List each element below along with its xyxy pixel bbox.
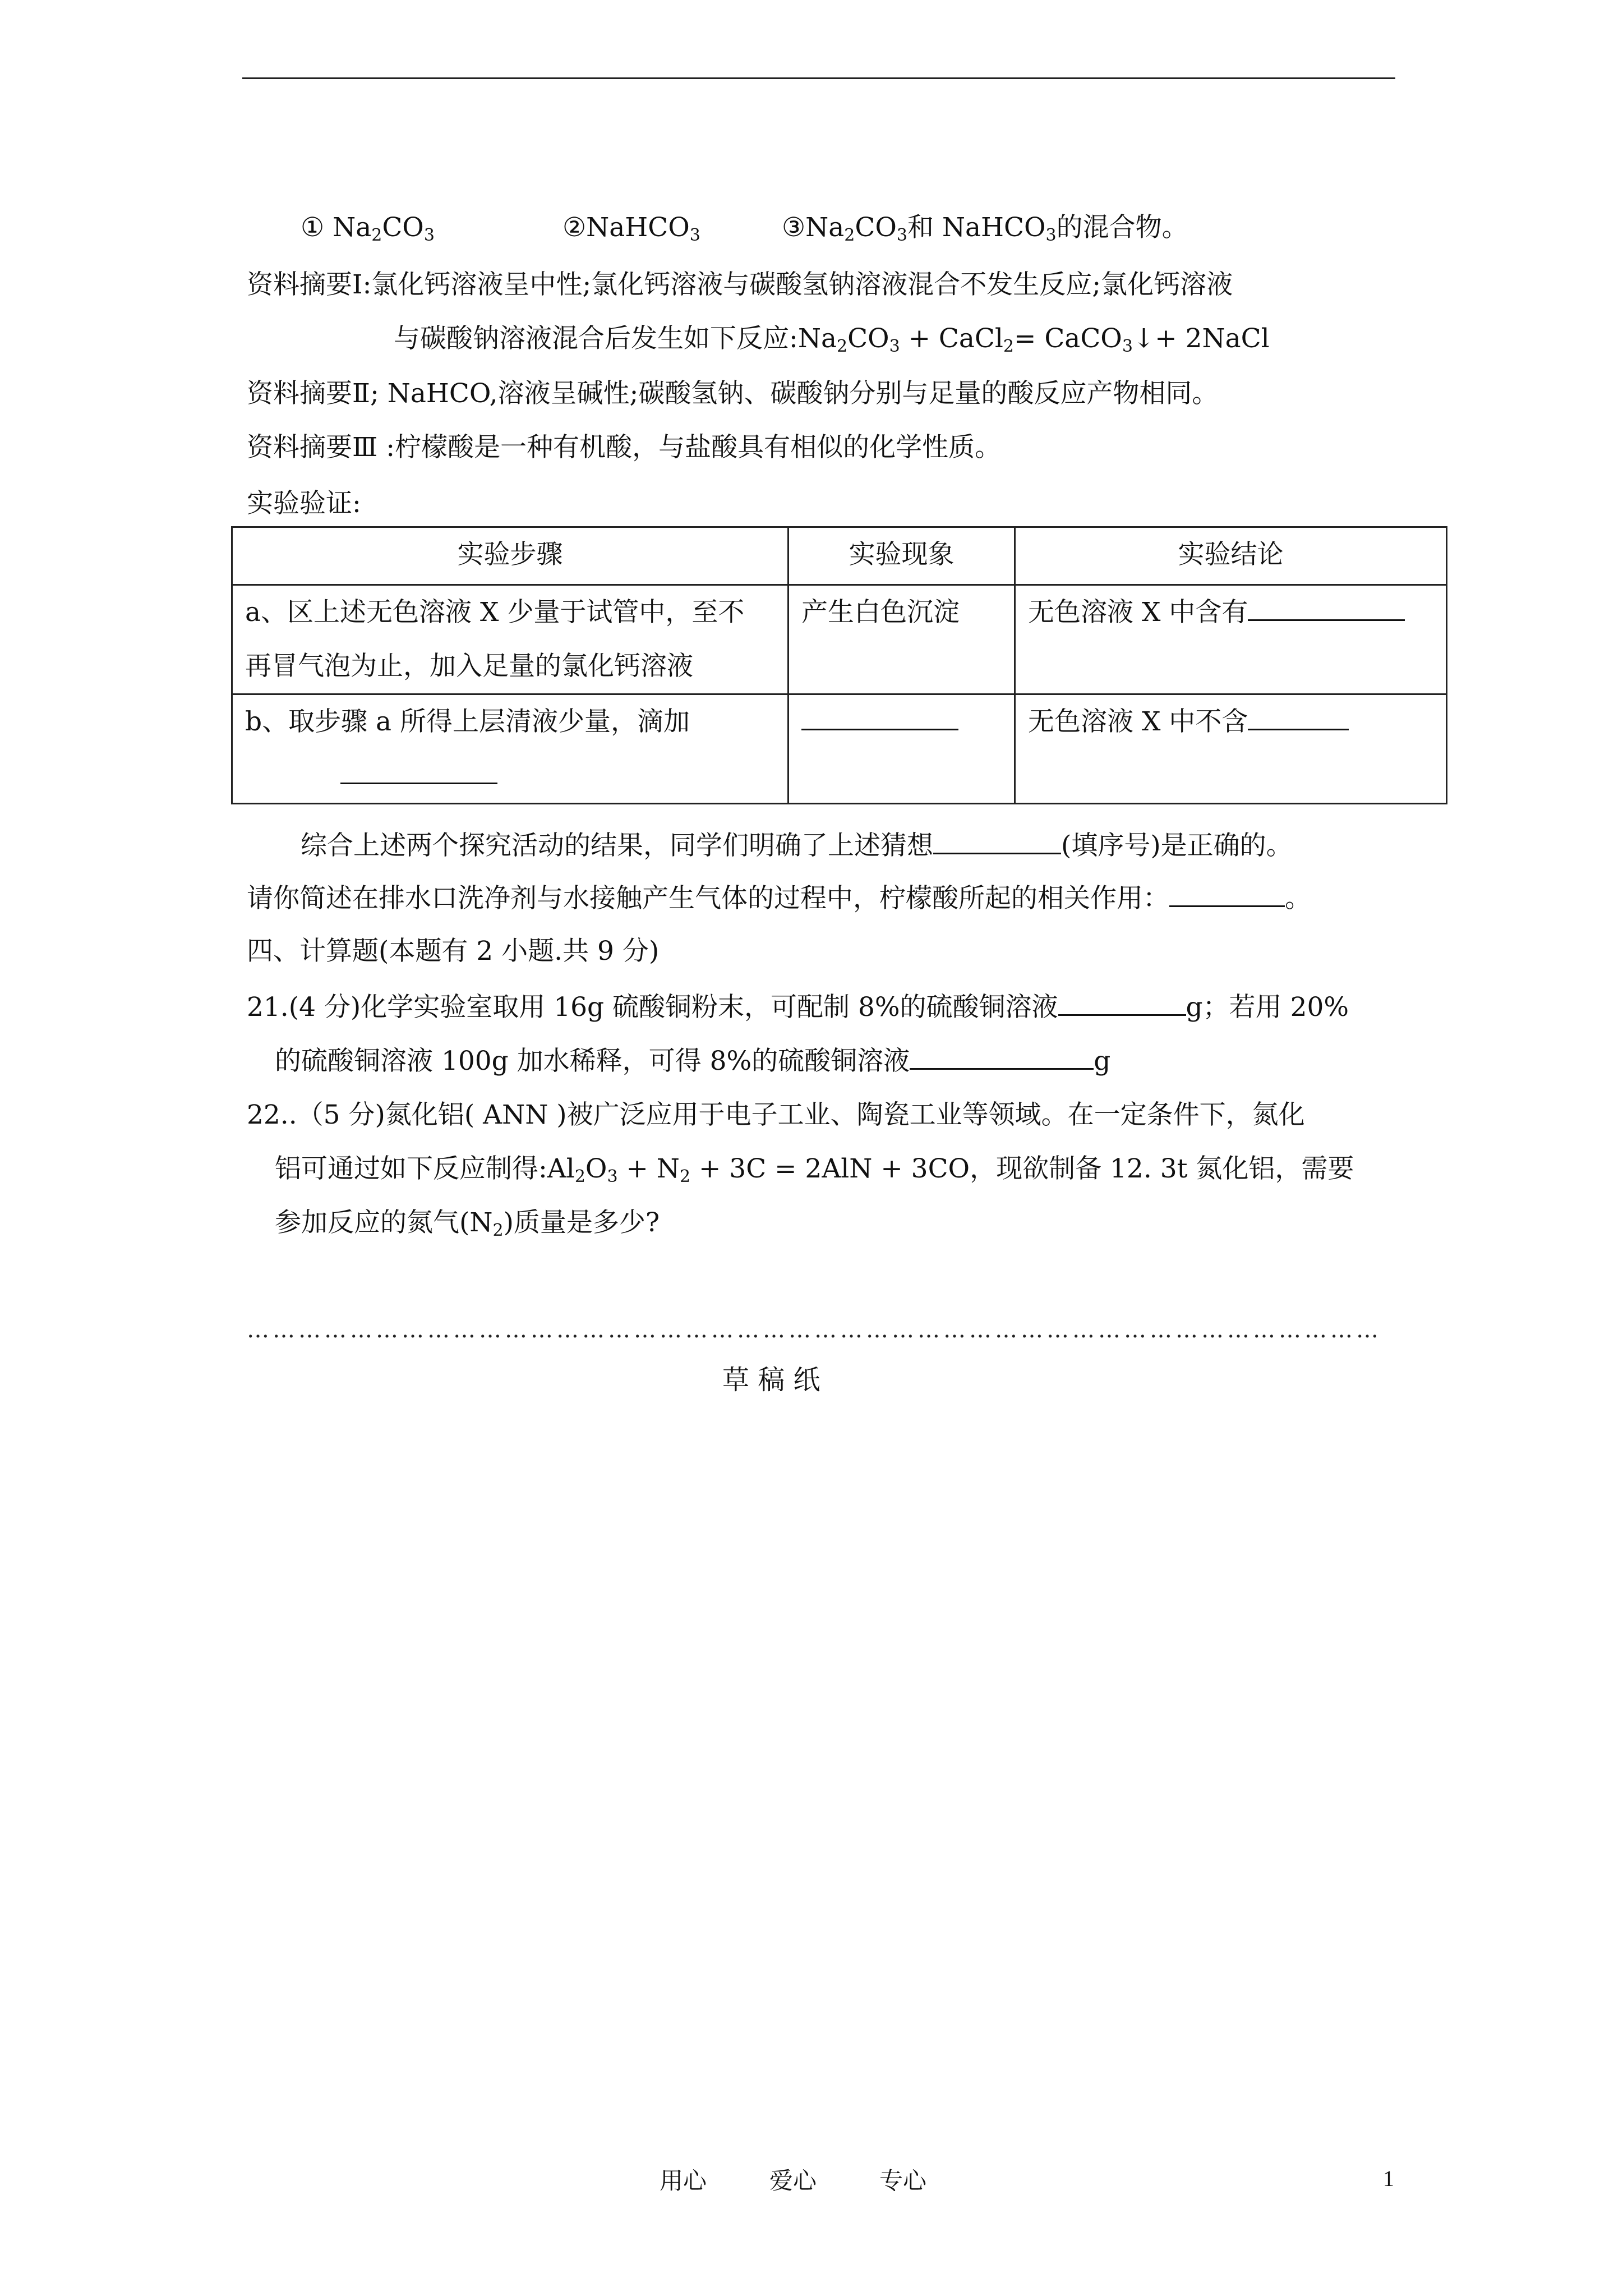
- row-a-step-line-1: a、区上述无色溶液 X 少量于试管中，至不: [245, 597, 745, 628]
- q21-blank-2[interactable]: [910, 1043, 1094, 1070]
- q22-line-1: 22..（5 分)氮化铝( ANN )被广泛应用于电子工业、陶瓷工业等领域。在一定条件下，氮化: [247, 1099, 1305, 1130]
- table-header-conclusion: 实验结论: [1015, 527, 1447, 585]
- footer-word-2: 爱心: [769, 2167, 817, 2194]
- role-blank[interactable]: [1169, 881, 1285, 907]
- draft-separator: ……………………………………………………………………………………………………………………: [247, 1317, 1382, 1343]
- row-b-step-line-2: [245, 749, 775, 803]
- info-2: 资料摘要Ⅱ; NaHCO,溶液呈碱性;碳酸氢钠、碳酸钠分别与足量的酸反应产物相同。: [247, 378, 1219, 409]
- experiment-table: [231, 526, 1447, 804]
- footer-word-3: 专心: [879, 2167, 927, 2194]
- option-1: ① $Na_2CO_3$: [301, 212, 435, 245]
- row-a-step: [232, 585, 789, 694]
- section-4-heading: 四、计算题(本题有 2 小题.共 9 分): [247, 936, 660, 967]
- table-header-step: 实验步骤: [232, 527, 789, 585]
- q22-line-3: 参加反应的氮气$(N_2)$质量是多少?: [275, 1207, 660, 1240]
- table-row: [232, 694, 1447, 804]
- row-a-step-line-2: 再冒气泡为止，加入足量的氯化钙溶液: [245, 651, 693, 682]
- info-1-line-2: 与碳酸钠溶液混合后发生如下反应$:Na_2CO_3$ + CaCl$_2$= CaCO$_3$↓+ 2NaCl: [394, 323, 1270, 356]
- footer-word-1: 用心: [660, 2167, 707, 2194]
- row-a-answer-blank[interactable]: [1248, 595, 1405, 621]
- header-rule: [242, 77, 1395, 79]
- row-b-conclusion: 无色溶液 X 中不含: [1015, 694, 1447, 804]
- option-3: $③Na_2CO_3$和 NaHCO$_3$的混合物。: [782, 212, 1188, 245]
- info-1-line-1: 资料摘要Ⅰ:氯化钙溶液呈中性;氯化钙溶液与碳酸氢钠溶液混合不发生反应;氯化钙溶液: [247, 269, 1233, 300]
- row-b-reagent-blank[interactable]: [340, 758, 497, 784]
- verify-label: 实验验证:: [247, 488, 361, 519]
- row-a-conclusion: 无色溶液 X 中含有: [1015, 585, 1447, 694]
- table-row: [232, 585, 1447, 694]
- guess-blank[interactable]: [933, 828, 1061, 854]
- info-3: 资料摘要Ⅲ :柠檬酸是一种有机酸，与盐酸具有相似的化学性质。: [247, 432, 1002, 463]
- table-header-phenomenon: 实验现象: [789, 527, 1015, 585]
- option-2: ②NaHCO$_3$: [562, 212, 700, 245]
- q21-blank-1[interactable]: [1058, 990, 1186, 1016]
- q22-line-2: 铝可通过如下反应制得$:Al_2O_3 + N_2 + 3C = 2AlN + 3CO$，现欲制备 12. 3t 氮化铝，需要: [275, 1153, 1354, 1186]
- row-b-phenomenon-blank[interactable]: [801, 704, 958, 730]
- q21-line-1: 21.(4 分)化学实验室取用 16g 硫酸铜粉末，可配制 8%的硫酸铜溶液 g；若用 20%: [247, 990, 1349, 1023]
- row-a-phenomenon: 产生白色沉淀: [789, 585, 1015, 694]
- row-b-answer-blank[interactable]: [1248, 704, 1349, 730]
- summary-line-1: 综合上述两个探究活动的结果，同学们明确了上述猜想 (填序号)是正确的。: [301, 828, 1293, 862]
- row-b-step: [232, 694, 789, 804]
- row-b-step-line-1: b、取步骤 a 所得上层清液少量，滴加: [245, 706, 690, 737]
- draft-title: 草 稿 纸: [722, 1364, 820, 1396]
- row-b-phenomenon: [789, 694, 1015, 804]
- page-number: 1: [1383, 2166, 1394, 2191]
- summary-line-2: 请你简述在排水口洗净剂与水接触产生气体的过程中，柠檬酸所起的相关作用： 。: [247, 881, 1311, 914]
- q21-line-2: 的硫酸铜溶液 100g 加水稀释，可得 8%的硫酸铜溶液 g: [275, 1043, 1110, 1077]
